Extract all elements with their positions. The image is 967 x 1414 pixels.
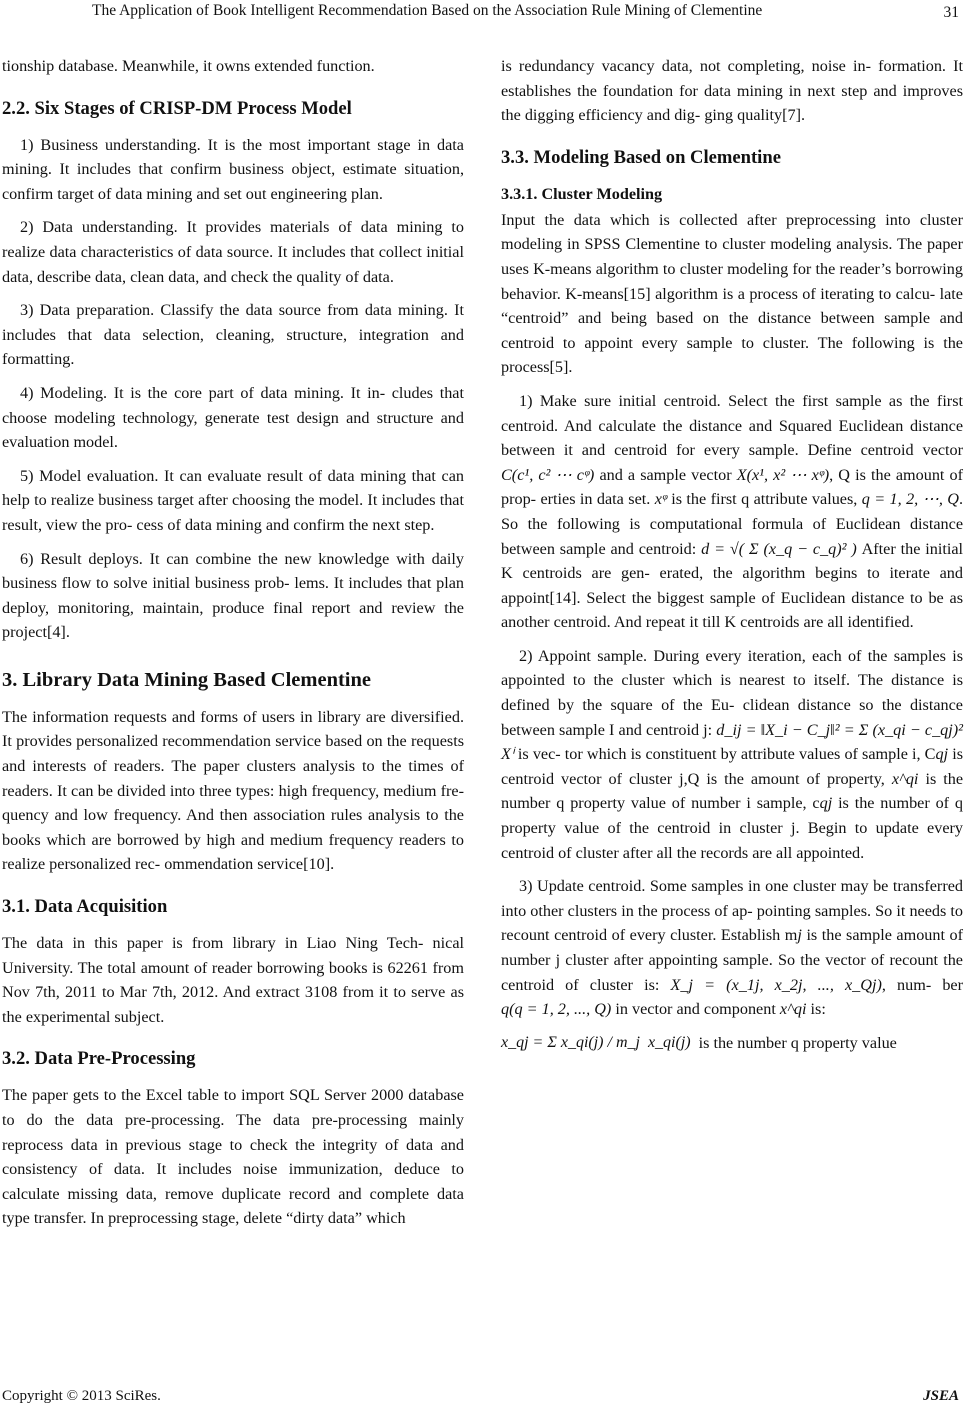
math-xqi: x^qi bbox=[779, 1000, 807, 1019]
paragraph bbox=[501, 874, 963, 1022]
math-centroid-recount: X_j = (x_1j, x_2j, ..., x_Qj) bbox=[670, 975, 882, 994]
paragraph: The data in this paper is from library in Liao Ning Tech- nical University. The total amount of reader borrowing books is 62261 from Nov 7th, 2011 to Mar 7th, 2012. And extract 3108 from it to serve as the experimental subject. bbox=[2, 934, 464, 1026]
text-run: is the number q property value of number i sample, c bbox=[501, 769, 964, 813]
paragraph bbox=[501, 389, 963, 635]
paragraph: 2) Data understanding. It provides materials of data mining to realize data characteristics of data source. It includes that collect initial data, describe data, clean data, and check the quality of data. bbox=[2, 218, 464, 286]
text-run: , Q is the amount of prop- erties in data set. bbox=[501, 465, 964, 509]
paragraph: is redundancy vacancy data, not completing, noise in- formation. It establishes the foundation for data mining in next step and improves the digging efficiency and dig- ging quality[7]. bbox=[501, 57, 963, 125]
display-equation bbox=[501, 1031, 963, 1056]
paragraph: 3) Data preparation. Classify the data source from data mining. It includes that data selection, cleaning, structure, integration and formatting. bbox=[2, 301, 464, 369]
page-header bbox=[0, 0, 967, 24]
page-number: 31 bbox=[943, 4, 959, 21]
right-column bbox=[501, 54, 963, 1061]
text-run: , num- ber bbox=[881, 975, 964, 994]
page-footer bbox=[0, 1388, 967, 1410]
paragraph: Input the data which is collected after preprocessing into cluster modeling in SPSS Clementine to cluster modeling analysis. The paper uses K-means algorithm to cluster modeling for the reader’s borrowing behavior. K-means[15] algorithm is a process of iterating to calcu- late “centroid” and being based on the distance between sample and centroid to appoint every sample to cluster. The following is the process[5]. bbox=[501, 210, 963, 377]
text-run: is the sample amount of number j cluster after appointing sample. So the vector of recount the centroid of cluster is: bbox=[501, 926, 963, 994]
text-run: and a sample vector bbox=[599, 465, 732, 484]
paragraph: tionship database. Meanwhile, it owns extended function. bbox=[2, 57, 375, 75]
paragraph: 6) Result deploys. It can combine the new knowledge with daily business flow to solve initial business prob- lems. It includes that plan deploy, monitoring, maintain, produce final report and review the project[4]. bbox=[2, 549, 464, 642]
math-q-range: q = 1, 2, ⋯, Q bbox=[861, 490, 959, 509]
math-qj-superscript: qj bbox=[819, 794, 833, 813]
math-centroid-vector: C(c¹, c² ⋯ cᵠ) bbox=[501, 465, 595, 484]
math-mean-formula: x_qj = Σ x_qi(j) / m_j bbox=[501, 1033, 640, 1051]
text-run: is centroid vector of cluster j,Q is the amount of property, bbox=[501, 745, 964, 788]
paragraph: The information requests and forms of users in library are diversified. It provides personalized recommendation service based on the requests and interests of readers. The paper clusters analysis to the times of readers. It can be divided into three types: high frequency, medium fre- quency and low frequency. And then association rules analysis to the books which are borrowed by high and medium frequency readers to realize personalized rec- ommendation service[10]. bbox=[2, 707, 464, 874]
math-xqij: x_qi(j) bbox=[647, 1033, 691, 1051]
copyright-notice: Copyright © 2013 SciRes. bbox=[2, 1388, 161, 1404]
paragraph: The paper gets to the Excel table to import SQL Server 2000 database to do the data pre-processing. The data pre-processing mainly reprocess data in previous stage to check the integrity of data and consistency of data. It includes noise immunization, deduce to calculate missing data, remove duplicate record and complete data type transfer. In preprocessing stage, delete “dirty data” which bbox=[2, 1086, 464, 1228]
math-sample-vector: X(x¹, x² ⋯ xᵠ) bbox=[736, 465, 830, 484]
section-heading: 3.3. Modeling Based on Clementine bbox=[501, 146, 781, 168]
section-heading: 3. Library Data Mining Based Clementine bbox=[2, 668, 371, 691]
text-run: is: bbox=[810, 1000, 826, 1019]
paragraph: 1) Business understanding. It is the most important stage in data mining. It includes that confirm business object, estimate situation, confirm target of data mining and set out engineering plan. bbox=[2, 135, 464, 203]
paragraph: 4) Modeling. It is the core part of data mining. It in- cludes that choose modeling technology, generate test design and structure and evaluation model. bbox=[2, 383, 464, 452]
text-run: in vector and component bbox=[615, 1000, 776, 1019]
left-column bbox=[2, 54, 464, 1240]
math-euclidean-formula: d = √( Σ (x_q − c_q)² ) bbox=[701, 539, 857, 558]
math-j-superscript: j bbox=[797, 926, 802, 945]
math-qj-superscript: qj bbox=[935, 745, 949, 764]
math-xq: xᵠ bbox=[654, 490, 667, 509]
paragraph: 5) Model evaluation. It can evaluate result of data mining that can help to realize business target after choosing the model. It includes that result, view the pro- cess of data mining and confirm the next step. bbox=[2, 466, 464, 534]
text-run: is vec- tor which is constituent by attribute values of sample i, C bbox=[517, 745, 936, 764]
text-run: is the first q attribute values, bbox=[671, 490, 858, 509]
math-xqi: x^qi bbox=[891, 769, 919, 788]
section-heading: 3.2. Data Pre-Processing bbox=[2, 1048, 196, 1070]
journal-name: JSEA bbox=[923, 1388, 959, 1404]
text-run: is the number of q property value of the centroid in cluster j. Begin to update every centroid of cluster after all the records are all appointed. bbox=[501, 794, 963, 862]
text-run: 2) Appoint sample. During every iteration, each of the samples is appointed to the cluster which is nearest to itself. The distance is defined by the square of the Eu- clidean distance so the distance between sample I and centroid j: bbox=[501, 646, 963, 739]
math-xi: Xⁱ bbox=[501, 745, 514, 764]
text-run: 3) Update centroid. Some samples in one cluster may be transferred into other clusters in the process of ap- pointing samples. So it needs to recount centroid of every cluster. Establish m bbox=[501, 877, 963, 945]
text-run: 1) Make sure initial centroid. Select the first sample as the first centroid. And calculate the distance and Squared Euclidean distance between it and centroid for every sample. Define centroid vector bbox=[501, 391, 963, 460]
paragraph bbox=[501, 644, 963, 865]
section-heading: 3.1. Data Acquisition bbox=[2, 896, 168, 918]
text-run: After the initial K centroids are gen- erated, the algorithm begins to iterate and appoint[14]. Select the biggest sample of Euclidean distance to be as another centroid. And repeat it till K centroids are all identified. bbox=[501, 539, 964, 632]
math-distance-formula: d_ij = ‖X_i − C_j‖² = Σ (x_qi − c_qj)² bbox=[716, 720, 964, 739]
text-run: is the number q property value bbox=[698, 1033, 897, 1052]
text-run: . So the following is computational formula of Euclidean distance between sample and centroid: bbox=[501, 490, 964, 558]
section-heading: 2.2. Six Stages of CRISP-DM Process Model bbox=[2, 97, 352, 119]
math-q-vector: q(q = 1, 2, ..., Q) bbox=[501, 1000, 612, 1019]
running-title: The Application of Book Intelligent Recommendation Based on the Association Rule Mining of Clementine bbox=[92, 2, 763, 19]
subsection-heading: 3.3.1. Cluster Modeling bbox=[501, 184, 663, 203]
